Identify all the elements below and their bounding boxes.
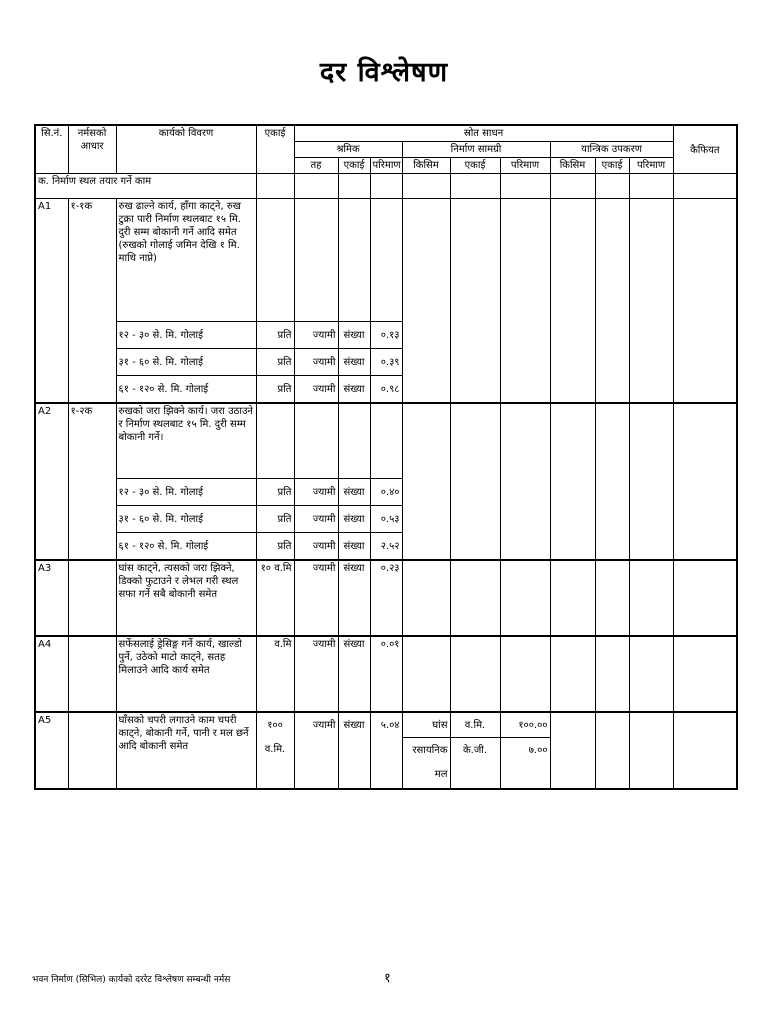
labour-level: ज्यामी (294, 533, 338, 561)
header-material: निर्माण सामग्री (402, 142, 550, 158)
header-machinery: यान्त्रिक उपकरण (550, 142, 673, 158)
header-resources: स्रोत साधन (294, 125, 673, 142)
labour-unit: संख्या (338, 322, 370, 349)
rate-analysis-table (34, 124, 738, 790)
header-labour-level: तह (294, 158, 338, 174)
item-norm: १-२क (68, 403, 116, 560)
item-norm: १-१क (68, 199, 116, 404)
footer-document-title: भवन निर्माण (सिभिल) कार्यको दररेट विश्लेषण सम्बन्धी नर्मस (32, 975, 231, 985)
labour-qty: २.५२ (370, 533, 402, 561)
item-id: A4 (35, 636, 68, 712)
labour-unit: संख्या (338, 533, 370, 561)
labour-qty: ०.०१ (370, 636, 402, 712)
sub-unit: प्रति (256, 376, 294, 404)
table-row (35, 403, 737, 479)
labour-unit: संख्या (338, 479, 370, 506)
table-row (35, 636, 737, 712)
material-qty: १००.०० (500, 712, 550, 738)
sub-desc: १२ - ३० से. मि. गोलाई (116, 479, 256, 506)
table-row (35, 560, 737, 636)
material-type: घांस (402, 712, 450, 738)
sub-unit: प्रति (256, 349, 294, 376)
header-sn: सि.नं. (35, 125, 68, 174)
item-unit-top: १०० (267, 720, 283, 731)
header-machinery-qty: परिमाण (629, 158, 673, 174)
page-title: दर विश्लेषण (319, 57, 449, 88)
material-unit: के.जी. (450, 738, 500, 790)
header-norms-basis: नर्मसको आधार (68, 125, 116, 174)
labour-qty: ०.९८ (370, 376, 402, 404)
labour-unit: संख्या (338, 349, 370, 376)
item-unit: व.मि (256, 636, 294, 712)
sub-unit: प्रति (256, 506, 294, 533)
item-id: A5 (35, 712, 68, 789)
header-material-type: किसिम (402, 158, 450, 174)
sub-desc: १२ - ३० से. मि. गोलाई (116, 322, 256, 349)
item-id: A3 (35, 560, 68, 636)
labour-unit: संख्या (338, 506, 370, 533)
header-remarks: कैफियत (673, 125, 737, 174)
labour-unit: संख्या (338, 712, 370, 789)
item-unit-bottom: व.मि. (264, 744, 286, 755)
labour-level: ज्यामी (294, 712, 338, 789)
material-qty: ७.०० (500, 738, 550, 790)
header-labour-qty: परिमाण (370, 158, 402, 174)
labour-level: ज्यामी (294, 322, 338, 349)
labour-qty: ०.३९ (370, 349, 402, 376)
item-description: रुखको जरा झिक्ने कार्य। जरा उठाउने र निर्माण स्थलबाट १५ मि. दुरी सम्म बोकानी गर्ने। (116, 403, 256, 479)
item-description: रुख ढाल्ने कार्य, हाँगा काट्ने, रुख टुक्रा पारी निर्माण स्थलबाट १५ मि. दुरी सम्म बोकानी गर्ने आदि समेत (रुखको गोलाई जमिन देखि १ मि. माथि नाप्ने) (116, 199, 256, 322)
header-labour-unit: एकाई (338, 158, 370, 174)
labour-qty: ०.१३ (370, 322, 402, 349)
header-material-qty: परिमाण (500, 158, 550, 174)
header-machinery-unit: एकाई (595, 158, 629, 174)
header-labour: श्रमिक (294, 142, 402, 158)
labour-qty: ५.०४ (370, 712, 402, 789)
sub-desc: ६१ - १२० से. मि. गोलाई (116, 533, 256, 561)
header-work-description: कार्यको विवरण (116, 125, 256, 174)
labour-level: ज्यामी (294, 479, 338, 506)
item-id: A2 (35, 403, 68, 560)
header-material-unit: एकाई (450, 158, 500, 174)
labour-level: ज्यामी (294, 506, 338, 533)
item-description: घाँसको चपरी लगाउने काम चपरी काट्ने, बोकानी गर्ने, पानी र मल छर्ने आदि बोकानी समेत (116, 712, 256, 789)
labour-unit: संख्या (338, 636, 370, 712)
section-heading: क. निर्माण स्थल तयार गर्ने काम (35, 174, 256, 199)
labour-qty: ०.५३ (370, 506, 402, 533)
sub-unit: प्रति (256, 533, 294, 561)
item-id: A1 (35, 199, 68, 404)
labour-qty: ०.२३ (370, 560, 402, 636)
material-unit: व.मि. (450, 712, 500, 738)
labour-level: ज्यामी (294, 349, 338, 376)
item-unit: १० व.मि (256, 560, 294, 636)
sub-unit: प्रति (256, 322, 294, 349)
table-row (35, 199, 737, 322)
page-number: १ (384, 971, 391, 986)
sub-unit: प्रति (256, 479, 294, 506)
header-machinery-type: किसिम (550, 158, 595, 174)
header-unit: एकाई (256, 125, 294, 174)
labour-qty: ०.४० (370, 479, 402, 506)
table-row (35, 712, 737, 738)
item-description: सर्फेसलाई ड्रेसिङ्ग गर्ने कार्य, खाल्डो पुर्ने, उठेको माटो काट्ने, सतह मिलाउने आदि कार्य समेत (116, 636, 256, 712)
sub-desc: ६१ - १२० से. मि. गोलाई (116, 376, 256, 404)
labour-level: ज्यामी (294, 560, 338, 636)
material-type: रसायनिक मल (402, 738, 450, 790)
item-description: घांस काट्ने, त्यसको जरा झिक्ने, डिक्को फुटाउने र लेभल गरी स्थल सफा गर्ने सबै बोकानी समेत (116, 560, 256, 636)
labour-unit: संख्या (338, 560, 370, 636)
labour-level: ज्यामी (294, 376, 338, 404)
sub-desc: ३१ - ६० से. मि. गोलाई (116, 349, 256, 376)
sub-desc: ३१ - ६० से. मि. गोलाई (116, 506, 256, 533)
labour-level: ज्यामी (294, 636, 338, 712)
labour-unit: संख्या (338, 376, 370, 404)
item-unit (256, 712, 294, 789)
